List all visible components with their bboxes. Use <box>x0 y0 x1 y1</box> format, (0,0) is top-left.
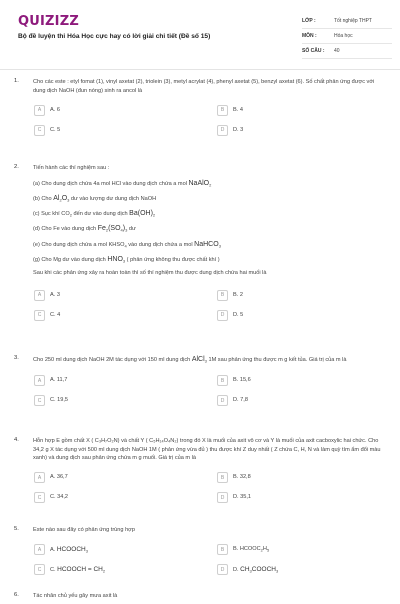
meta-label: SỐ CÂU : <box>302 47 325 54</box>
option-a[interactable] <box>34 290 214 302</box>
question-number: 4. <box>14 437 19 443</box>
option-letter: A <box>34 544 45 555</box>
option-d[interactable] <box>217 395 357 407</box>
option-a[interactable] <box>34 472 214 484</box>
option-letter: D <box>217 310 228 321</box>
question-text: Hỗn hợp E gồm chất X ( C₃H₇O₂N) và chất Y ( C₅H₁₄O₄N₂) trong đó X là muối của axit vô cơ và Y là muối của axit cacboxylic hai chức. Cho 34,2 g X tác dụng với 500 ml dung dịch NaOH 1M ( phản ứng vừa đủ ) thu được khí Z duy nhất ( Z chứa C, H, N và làm quỳ tím ẩm đổi màu xanh) và dung dịch sau phản ứng chứa m g muối. Giá trị của m là <box>33 438 381 462</box>
option-b[interactable] <box>217 290 357 302</box>
option-letter: C <box>34 395 45 406</box>
option-letter: A <box>34 105 45 116</box>
quizizz-logo <box>18 14 79 30</box>
option-text: B. 32,8 <box>233 474 251 481</box>
option-text: D. 35,1 <box>233 494 252 501</box>
question-list <box>0 78 400 604</box>
option-letter: B <box>217 375 228 386</box>
question-text: Cho 250 ml dung dịch NaOH 2M tác dụng với 150 ml dung dịch AlCl$_3$ 1M sau phản ứng thu được m g kết tủa. Giá trị của m là <box>33 356 347 364</box>
option-d[interactable] <box>217 124 357 136</box>
option-letter: B <box>217 105 228 116</box>
option-text: C. 4 <box>50 312 61 319</box>
option-letter: C <box>34 125 45 136</box>
document-title: Bộ đề luyện thi Hóa Học cực hay có lời giải chi tiết (Đề số 15) <box>18 33 211 40</box>
option-text: C. 5 <box>50 126 61 133</box>
question-text: Este nào sau đây có phản ứng trùng hợp <box>33 527 135 533</box>
meta-value: Tốt nghiệp THPT <box>334 17 372 24</box>
option-a[interactable] <box>34 104 214 116</box>
option-c[interactable] <box>34 395 214 407</box>
answer-options <box>34 375 382 407</box>
question-number: 2. <box>14 164 19 170</box>
experiment-e: (e) Cho dung dịch chứa a mol $KHSO_4$ vào dung dịch chứa a mol NaHCO$_3$ <box>33 240 221 249</box>
option-text: A. $HCOOCH_3$ <box>50 545 88 554</box>
option-text: B. $HCOOC_2H_5$ <box>233 546 270 553</box>
meta-table <box>302 14 392 59</box>
option-text: A. 6 <box>50 106 60 113</box>
answer-options <box>34 472 382 504</box>
experiment-c: (c) Sục khí $CO_2$ đến dư vào dung dịch $Ba(OH)_2$ <box>33 210 156 218</box>
option-letter: A <box>34 375 45 386</box>
option-d[interactable] <box>217 492 357 504</box>
option-text: B. 4 <box>233 106 243 113</box>
answer-options <box>34 290 382 322</box>
option-letter: D <box>217 564 228 575</box>
option-a[interactable] <box>34 544 214 556</box>
option-c[interactable] <box>34 310 214 322</box>
question-6 <box>0 592 400 604</box>
question-text: Cho các este : etyl fomat (1), vinyl axetat (2), triolein (3), metyl acrylat (4), phenyl axetat (5), benzyl axetat (6). Số chất phản ứng được với dung dịch NaOH (đun nóng) sinh ra ancol là <box>33 79 375 94</box>
option-c[interactable] <box>34 492 214 504</box>
option-text: C. 19,5 <box>50 397 69 404</box>
option-letter: B <box>217 544 228 555</box>
option-text: D. $CH_3COOCH_3$ <box>233 565 279 574</box>
option-text: B. 15,6 <box>233 377 251 384</box>
option-letter: B <box>217 290 228 301</box>
meta-value: 40 <box>334 47 340 54</box>
experiment-a: (a) Cho dung dịch chứa 4a mol HCl vào dung dịch chứa a mol NaAlO$_2$ <box>33 179 212 188</box>
option-letter: D <box>217 492 228 503</box>
meta-row-count <box>302 44 392 59</box>
question-outro: Sau khi các phản ứng xảy ra hoàn toàn thì số thí nghiệm thu được dung dịch chứa hai muối là <box>33 270 267 277</box>
option-c[interactable] <box>34 564 214 576</box>
question-intro: Tiến hành các thí nghiệm sau : <box>33 165 110 171</box>
meta-label: MÔN : <box>302 32 317 39</box>
meta-row-subject <box>302 29 392 44</box>
page-header <box>0 0 400 70</box>
option-text: A. 11,7 <box>50 377 68 384</box>
logo-text: QUIZIZZ <box>18 14 79 29</box>
option-d[interactable] <box>217 564 357 576</box>
option-b[interactable] <box>217 375 357 387</box>
question-5 <box>0 526 400 592</box>
option-letter: A <box>34 472 45 483</box>
option-letter: C <box>34 564 45 575</box>
experiment-b: (b) Cho $Al_2O_3$ dư vào lượng dư dung dịch NaOH <box>33 194 157 203</box>
question-text: Tác nhân chủ yếu gây mưa axit là <box>33 593 118 599</box>
question-number: 5. <box>14 526 19 532</box>
option-text: B. 2 <box>233 292 243 299</box>
option-letter: D <box>217 395 228 406</box>
meta-row-class <box>302 14 392 29</box>
answer-options <box>34 544 382 576</box>
option-text: A. 36,7 <box>50 474 68 481</box>
question-number: 1. <box>14 78 19 84</box>
question-4 <box>0 437 400 526</box>
question-number: 6. <box>14 592 19 598</box>
meta-label: LỚP : <box>302 17 316 24</box>
option-text: C. 34,2 <box>50 494 69 501</box>
option-letter: C <box>34 492 45 503</box>
option-text: D. 5 <box>233 312 244 319</box>
meta-value: Hóa học <box>334 32 353 39</box>
experiment-g: (g) Cho Mg dư vào dung dịch $HNO_3$ ( phản ứng không thu được chất khí ) <box>33 255 220 264</box>
option-c[interactable] <box>34 124 214 136</box>
question-number: 3. <box>14 355 19 361</box>
option-letter: A <box>34 290 45 301</box>
question-3 <box>0 355 400 437</box>
answer-options <box>34 104 382 136</box>
option-text: D. 7,8 <box>233 397 248 404</box>
option-a[interactable] <box>34 375 214 387</box>
option-letter: C <box>34 310 45 321</box>
option-text: A. 3 <box>50 292 60 299</box>
option-b[interactable] <box>217 104 357 116</box>
option-b[interactable] <box>217 544 357 556</box>
option-text: D. 3 <box>233 126 244 133</box>
option-letter: B <box>217 472 228 483</box>
option-d[interactable] <box>217 310 357 322</box>
option-b[interactable] <box>217 472 357 484</box>
option-text: C. HCOOCH = $CH_2$ <box>50 565 106 574</box>
experiment-d: (d) Cho Fe vào dung dịch $Fe_2(SO_4)_3$ dư <box>33 225 136 233</box>
question-2 <box>0 164 400 355</box>
option-letter: D <box>217 125 228 136</box>
question-1 <box>0 78 400 164</box>
